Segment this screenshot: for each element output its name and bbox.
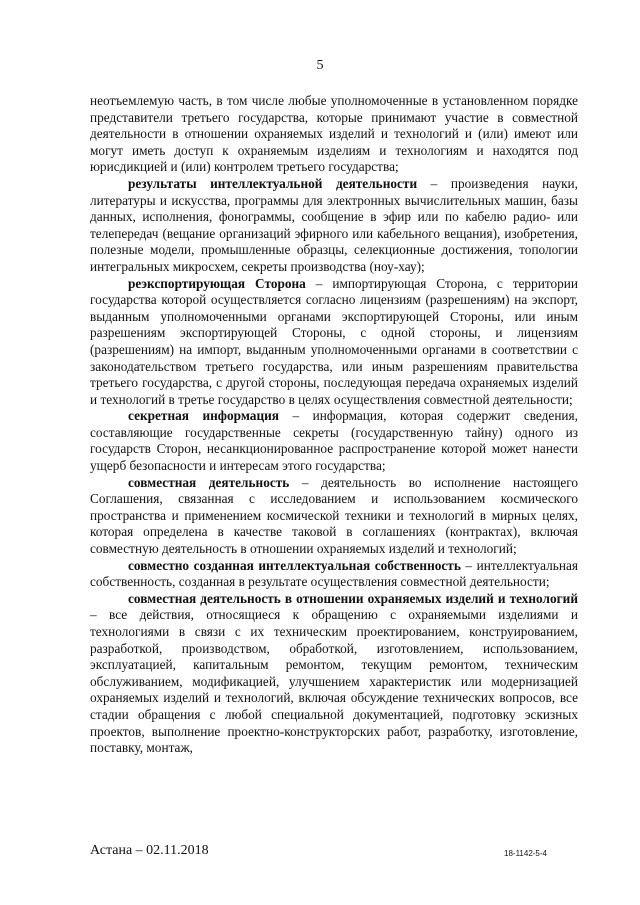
page-number: 5 xyxy=(316,58,324,73)
footer-doc-code: 18-1142-5-4 xyxy=(504,849,547,858)
definition-text: – импортирующая Сторона, с территории государства которой осуществляется согласно лицензиям (разрешениям) на экспорт, выданным уполномоченными органами экспортирующей Стороны, или иным разрешениям экспортирующей Стороны, с одной стороны, и лицензиям (разрешениям) на импорт, выданным уполномоченными органами в соответствии с законодательством третьего государства, или иным разрешениям правительства третьего государства, с другой стороны, последующая передача охраняемых изделий и технологий в третье государство в целях осуществления совместной деятельности; xyxy=(90,275,578,407)
definition-paragraph xyxy=(90,558,578,591)
definition-term: совместная деятельность в отношении охраняемых изделий и технологий xyxy=(128,590,578,606)
definition-text: – все действия, относящиеся к обращению с охраняемыми изделиями и технологиями в связи с их техническим проектированием, конструированием, разработкой, производством, обработкой, изготовлением, использованием, эксплуатацией, капитальным ремонтом, текущим ремонтом, техническим обслуживанием, модификацией, улучшением характеристик или модернизацией охраняемых изделий и технологий, включая обсуждение технических вопросов, все стадии обращения с любой специальной документацией, подготовку эскизных проектов, выполнение проектно-конструкторских работ, разработку, изготовление, поставку, монтаж, xyxy=(90,607,578,756)
definition-term: секретная информация xyxy=(128,408,279,424)
definition-term: совместная деятельность xyxy=(128,474,290,490)
definition-paragraph xyxy=(90,475,578,558)
footer-location-date: Астана – 02.11.2018 xyxy=(90,843,209,858)
document-body xyxy=(90,93,578,757)
definition-paragraph xyxy=(90,591,578,757)
definition-paragraph xyxy=(90,176,578,276)
definition-paragraph xyxy=(90,276,578,409)
definition-text: – интеллектуальная собственность, созданная в результате осуществления совместной деятельности; xyxy=(90,557,578,590)
definition-text: – информация, которая содержит сведения, составляющие государственные секреты (государственную тайну) одного из государств Сторон, несанкционированное распространение которой может нанести ущерб безопасности и интересам этого государства; xyxy=(90,408,578,474)
definition-term: результаты интеллектуальной деятельности xyxy=(128,175,418,191)
definition-term: совместно созданная интеллектуальная собственность xyxy=(128,557,461,573)
definition-text: – произведения науки, литературы и искусства, программы для электронных вычислительных машин, базы данных, исполнения, фонограммы, сообщение в эфир или по кабелю радио- или телепередач (вещание организаций эфирного или кабельного вещания), изобретения, полезные модели, промышленные образцы, селекционные достижения, топологии интегральных микросхем, секреты производства (ноу-хау); xyxy=(90,175,578,274)
definition-text: – деятельность во исполнение настоящего Соглашения, связанная с исследованием и использованием космического пространства и применением космической техники и технологий в мирных целях, которая определена в качестве таковой в соглашениях (контрактах), включая совместную деятельность в отношении охраняемых изделий и технологий; xyxy=(90,474,579,557)
definition-paragraph xyxy=(90,408,578,474)
definition-term: реэкспортирующая Сторона xyxy=(128,275,306,291)
intro-paragraph: неотъемлемую часть, в том числе любые уполномоченные в установленном порядке представители третьего государства, которые принимают участие в совместной деятельности в отношении охраняемых изделий и технологий и (или) имеют или могут иметь доступ к охраняемым изделиям и технологиям и находятся под юрисдикцией и (или) контролем третьего государства; xyxy=(90,93,578,175)
